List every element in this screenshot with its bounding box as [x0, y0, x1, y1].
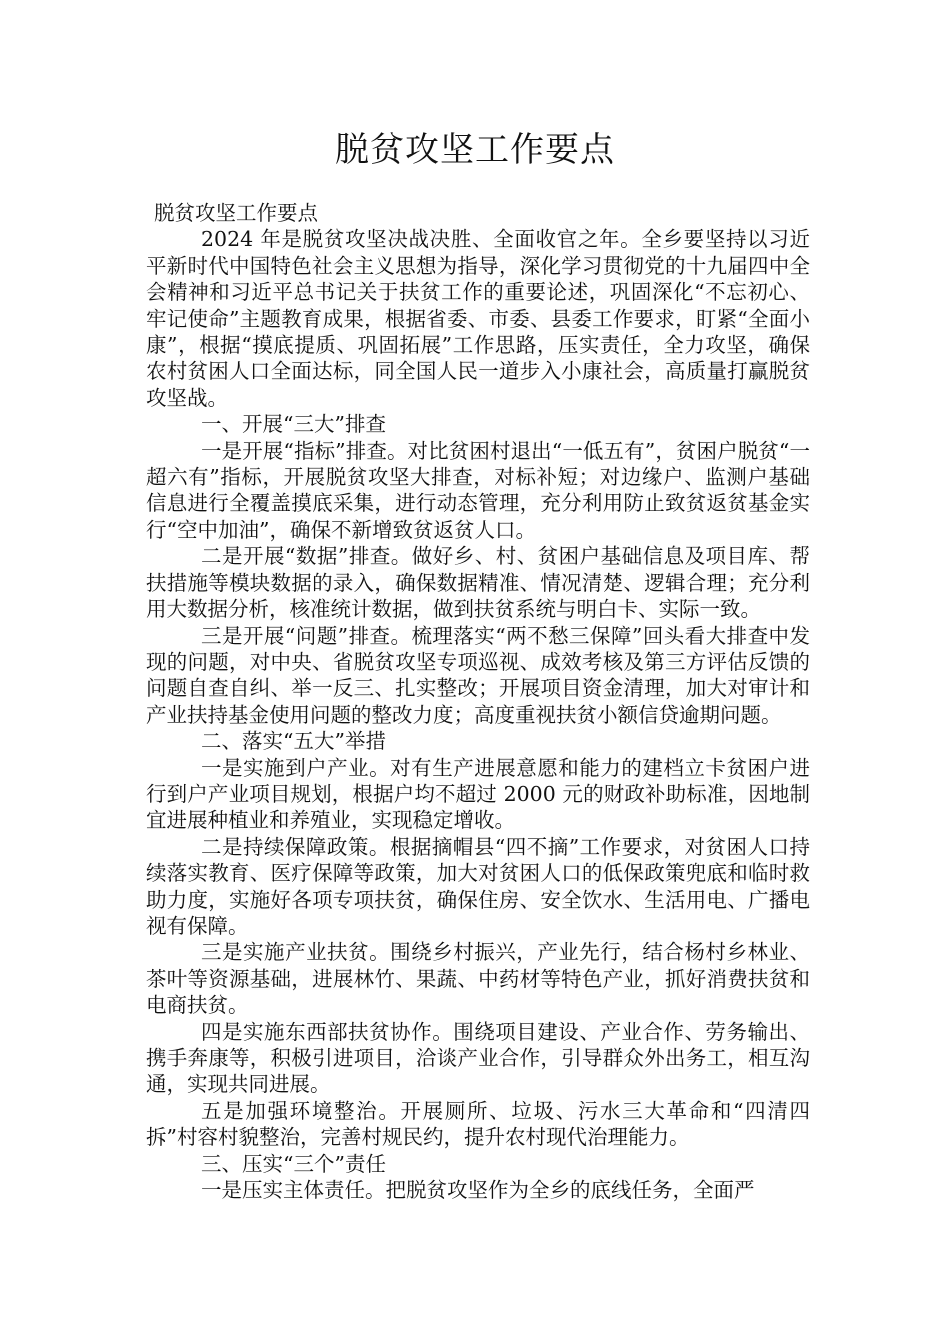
paragraph-2-2: 二是持续保障政策。根据摘帽县“四不摘”工作要求，对贫困人口持续落实教育、医疗保障等政策，加大对贫困人口的低保政策兜底和临时救助力度，实施好各项专项扶贫，确保住房、安全饮水、生活用电、广播电视有保障。	[146, 834, 810, 938]
section-heading-2: 二、落实“五大”举措	[201, 729, 386, 754]
paragraph-1-3: 三是开展“问题”排查。梳理落实“两不愁三保障”回头看大排查中发现的问题，对中央、省脱贫攻坚专项巡视、成效考核及第三方评估反馈的问题自查自纠、举一反三、扎实整改；开展项目资金清理，加大对审计和产业扶持基金使用问题的整改力度；高度重视扶贫小额信贷逾期问题。	[146, 623, 810, 727]
paragraph-3-1: 一是压实主体责任。把脱贫攻坚作为全乡的底线任务，全面严	[201, 1178, 755, 1203]
document-body	[146, 200, 810, 1203]
document-subtitle: 脱贫攻坚工作要点	[154, 201, 318, 225]
document-title: 脱贫攻坚工作要点	[335, 130, 615, 170]
paragraph-1-2: 二是开展“数据”排查。做好乡、村、贫困户基础信息及项目库、帮扶措施等模块数据的录入，确保数据精准、情况清楚、逻辑合理；充分利用大数据分析，核准统计数据，做到扶贫系统与明白卡、实际一致。	[146, 544, 810, 622]
intro-paragraph: 2024 年是脱贫攻坚决战决胜、全面收官之年。全乡要坚持以习近平新时代中国特色社会主义思想为指导，深化学习贯彻党的十九届四中全会精神和习近平总书记关于扶贫工作的重要论述，巩固深化“不忘初心、牢记使命”主题教育成果，根据省委、市委、县委工作要求，盯紧“全面小康”，根据“摸底提质、巩固拓展”工作思路，压实责任，全力攻坚，确保农村贫困人口全面达标，同全国人民一道步入小康社会，高质量打赢脱贫攻坚战。	[146, 227, 810, 410]
paragraph-2-5: 五是加强环境整治。开展厕所、垃圾、污水三大革命和“四清四拆”村容村貌整治，完善村规民约，提升农村现代治理能力。	[146, 1098, 810, 1150]
paragraph-2-1: 一是实施到户产业。对有生产进展意愿和能力的建档立卡贫困户进行到户产业项目规划，根据户均不超过 2000 元的财政补助标准，因地制宜进展种植业和养殖业，实现稳定增收。	[146, 755, 810, 833]
section-heading-1: 一、开展“三大”排查	[201, 412, 386, 437]
paragraph-1-1: 一是开展“指标”排查。对比贫困村退出“一低五有”，贫困户脱贫“一超六有”指标，开展脱贫攻坚大排查，对标补短；对边缘户、监测户基础信息进行全覆盖摸底采集，进行动态管理，充分利用防止致贫返贫基金实行“空中加油”，确保不新增致贫返贫人口。	[146, 438, 810, 542]
section-heading-3: 三、压实“三个”责任	[201, 1151, 386, 1176]
paragraph-2-4: 四是实施东西部扶贫协作。围绕项目建设、产业合作、劳务输出、携手奔康等，积极引进项目，洽谈产业合作，引导群众外出务工，相互沟通，实现共同进展。	[146, 1019, 810, 1097]
paragraph-2-3: 三是实施产业扶贫。围绕乡村振兴，产业先行，结合杨村乡林业、茶叶等资源基础，进展林竹、果蔬、中药材等特色产业，抓好消费扶贫和电商扶贫。	[146, 940, 810, 1018]
